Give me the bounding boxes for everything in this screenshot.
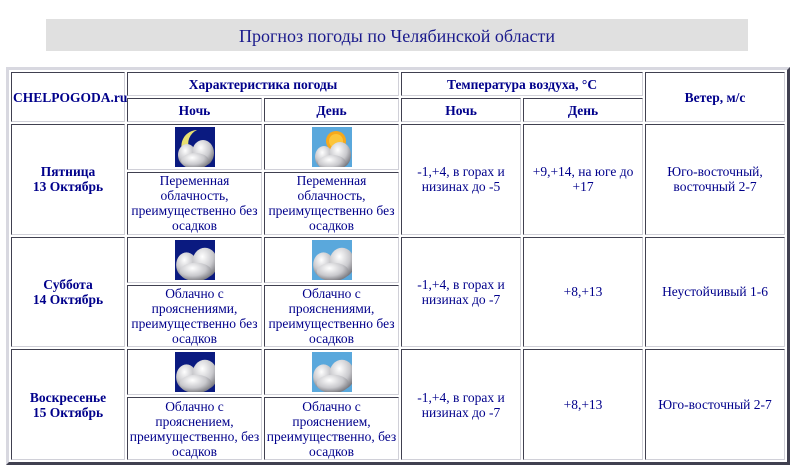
day-cloudy-icon bbox=[312, 352, 352, 392]
page-title: Прогноз погоды по Челябинской области bbox=[46, 19, 748, 51]
header-temperature: Температура воздуха, °С bbox=[401, 72, 643, 96]
table-row bbox=[11, 349, 785, 395]
day-cell bbox=[11, 237, 125, 348]
day-cloudy-icon bbox=[312, 240, 352, 280]
wind: Юго-восточный 2-7 bbox=[645, 349, 785, 460]
date: 14 Октябрь bbox=[32, 291, 104, 307]
day-description: Облачно с прояснением, преимущественно, без осадков bbox=[264, 397, 399, 460]
temp-day: +9,+14, на юге до +17 bbox=[523, 124, 643, 235]
night-cloudy-icon bbox=[175, 352, 215, 392]
header-weather: Характеристика погоды bbox=[127, 72, 399, 96]
day-cell bbox=[11, 124, 125, 235]
temp-night: -1,+4, в горах и низинах до -5 bbox=[401, 124, 521, 235]
temp-day: +8,+13 bbox=[523, 237, 643, 348]
forecast-table-wrapper bbox=[6, 67, 787, 465]
wind: Неустойчивый 1-6 bbox=[645, 237, 785, 348]
date: 15 Октябрь bbox=[32, 404, 104, 420]
table-row bbox=[11, 124, 785, 170]
temp-night: -1,+4, в горах и низинах до -7 bbox=[401, 237, 521, 348]
day-description: Облачно с прояснениями, преимущественно без осадков bbox=[264, 285, 399, 348]
date: 13 Октябрь bbox=[32, 179, 104, 195]
forecast-table bbox=[6, 67, 790, 465]
night-description: Облачно с прояснениями, преимущественно без осадков bbox=[127, 285, 262, 348]
weekday: Воскресенье bbox=[29, 389, 107, 405]
header-weather-night: Ночь bbox=[127, 98, 262, 122]
weekday: Суббота bbox=[43, 276, 93, 292]
day-description: Переменная облачность, преимущественно без осадков bbox=[264, 172, 399, 235]
header-temp-day: День bbox=[523, 98, 643, 122]
night-icon-cell bbox=[127, 124, 262, 170]
night-description: Облачно с прояснением, преимущественно, без осадков bbox=[127, 397, 262, 460]
wind: Юго-восточный, восточный 2-7 bbox=[645, 124, 785, 235]
temp-day: +8,+13 bbox=[523, 349, 643, 460]
moon-partly-cloudy-icon bbox=[175, 127, 215, 167]
temp-night: -1,+4, в горах и низинах до -7 bbox=[401, 349, 521, 460]
header-temp-night: Ночь bbox=[401, 98, 521, 122]
day-icon-cell bbox=[264, 237, 399, 283]
header-weather-day: День bbox=[264, 98, 399, 122]
night-icon-cell bbox=[127, 237, 262, 283]
day-cell bbox=[11, 349, 125, 460]
night-cloudy-icon bbox=[175, 240, 215, 280]
weekday: Пятница bbox=[40, 164, 96, 180]
site-label: CHELPOGODA.ru bbox=[11, 72, 125, 122]
table-row bbox=[11, 237, 785, 283]
night-icon-cell bbox=[127, 349, 262, 395]
sun-partly-cloudy-icon bbox=[312, 127, 352, 167]
day-icon-cell bbox=[264, 124, 399, 170]
header-wind: Ветер, м/с bbox=[645, 72, 785, 122]
day-icon-cell bbox=[264, 349, 399, 395]
night-description: Переменная облачность, преимущественно без осадков bbox=[127, 172, 262, 235]
